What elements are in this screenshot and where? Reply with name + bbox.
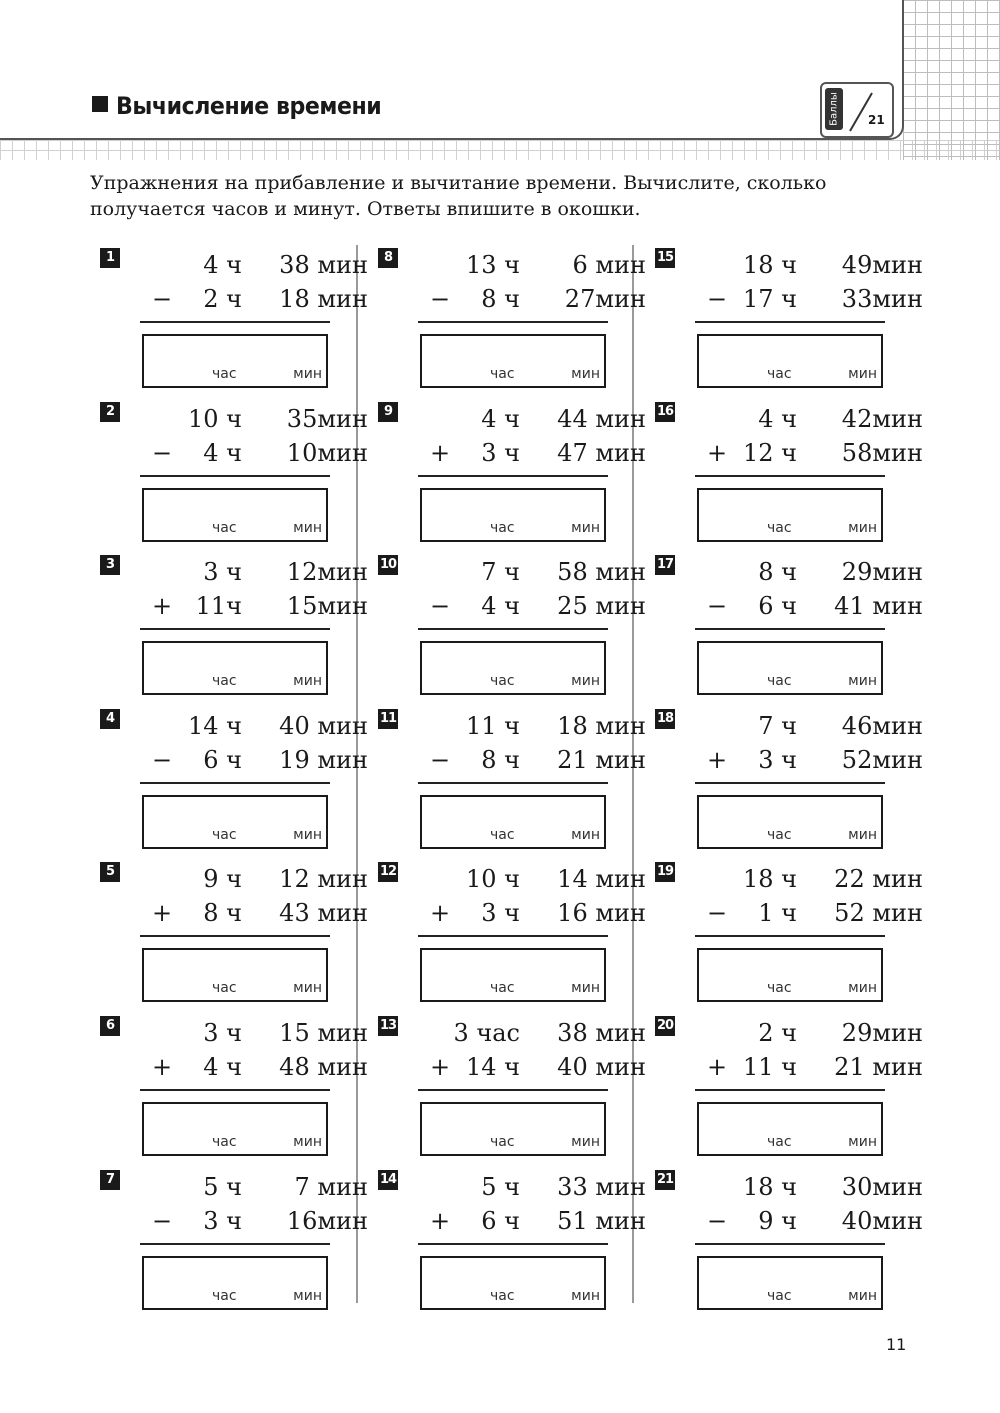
score-label-badge [825,88,843,130]
problem-number: 21 [655,1170,675,1190]
answer-hours-label: час [490,520,515,536]
hours-value: 11 ч [465,712,520,740]
answer-box[interactable] [697,795,883,849]
operand-row [408,1053,648,1085]
problem-number: 8 [378,248,398,268]
answer-minutes-label: мин [848,366,877,382]
answer-hours-label: час [767,980,792,996]
operator: + [430,1207,451,1235]
hours-value: 9 ч [758,1207,797,1235]
answer-box[interactable] [142,948,328,1002]
answer-minutes-label: мин [293,366,322,382]
hours-value: 7 ч [481,558,520,586]
result-line [140,321,330,323]
minutes-value: 33мин [841,285,923,313]
problem-13 [378,1016,648,1166]
operand-row [408,285,648,317]
minutes-value: 41 мин [834,592,923,620]
operator: + [152,1053,173,1081]
hours-value: 14 ч [465,1053,520,1081]
title-square-icon [92,96,108,112]
minutes-value: 43 мин [279,899,368,927]
minutes-value: 22 мин [834,865,923,893]
operator: − [152,285,173,313]
answer-hours-label: час [212,366,237,382]
operator: + [152,592,173,620]
problem-3 [100,555,370,705]
hours-value: 8 ч [203,899,242,927]
minuend-row [685,1019,925,1051]
result-line [140,1089,330,1091]
hours-value: 17 ч [742,285,797,313]
minutes-value: 38 мин [279,251,368,279]
answer-hours-label: час [212,520,237,536]
minutes-value: 10мин [286,439,368,467]
answer-box[interactable] [420,488,606,542]
minuend-row [685,558,925,590]
problem-number: 15 [655,248,675,268]
hours-value: 3 ч [203,1019,242,1047]
hours-value: 6 ч [481,1207,520,1235]
result-line [695,321,885,323]
answer-box[interactable] [142,334,328,388]
grid-decoration [903,0,1000,160]
answer-minutes-label: мин [293,980,322,996]
operator: + [430,439,451,467]
operator: − [707,285,728,313]
answer-box[interactable] [697,1256,883,1310]
hours-value: 5 ч [203,1173,242,1201]
minutes-value: 27мин [564,285,646,313]
minutes-value: 49мин [841,251,923,279]
problem-7 [100,1170,370,1320]
minuend-row [685,712,925,744]
answer-box[interactable] [420,1102,606,1156]
answer-hours-label: час [490,673,515,689]
hours-value: 10 ч [187,405,242,433]
hours-value: 8 ч [758,558,797,586]
minutes-value: 7 мин [294,1173,368,1201]
answer-box[interactable] [697,334,883,388]
problem-5 [100,862,370,1012]
hours-value: 1 ч [758,899,797,927]
answer-box[interactable] [697,488,883,542]
minutes-value: 48 мин [279,1053,368,1081]
minutes-value: 40мин [841,1207,923,1235]
answer-minutes-label: мин [571,1134,600,1150]
hours-value: 3 ч [481,899,520,927]
result-line [140,935,330,937]
minuend-row [130,1019,370,1051]
minuend-row [685,251,925,283]
answer-box[interactable] [142,488,328,542]
operand-row [408,899,648,931]
operand-row [685,746,925,778]
problem-21 [655,1170,925,1320]
answer-box[interactable] [142,795,328,849]
answer-minutes-label: мин [571,827,600,843]
operator: − [707,899,728,927]
answer-minutes-label: мин [571,520,600,536]
hours-value: 12 ч [742,439,797,467]
minuend-row [130,251,370,283]
hours-value: 3 ч [758,746,797,774]
problem-number: 3 [100,555,120,575]
problem-20 [655,1016,925,1166]
answer-box[interactable] [420,1256,606,1310]
problem-number: 14 [378,1170,398,1190]
grid-band [0,140,1000,160]
result-line [695,782,885,784]
answer-minutes-label: мин [848,1288,877,1304]
answer-box[interactable] [697,1102,883,1156]
minutes-value: 47 мин [557,439,646,467]
hours-value: 6 ч [203,746,242,774]
answer-minutes-label: мин [848,827,877,843]
result-line [418,475,608,477]
hours-value: 5 ч [481,1173,520,1201]
hours-value: 18 ч [742,1173,797,1201]
operator: + [707,1053,728,1081]
problem-6 [100,1016,370,1166]
answer-box[interactable] [420,948,606,1002]
operand-row [685,592,925,624]
minuend-row [130,405,370,437]
problem-17 [655,555,925,705]
operator: + [707,746,728,774]
problem-1 [100,248,370,398]
hours-value: 4 ч [203,1053,242,1081]
answer-minutes-label: мин [571,980,600,996]
answer-minutes-label: мин [293,520,322,536]
answer-minutes-label: мин [848,520,877,536]
answer-box[interactable] [142,641,328,695]
answer-hours-label: час [212,673,237,689]
answer-minutes-label: мин [293,673,322,689]
hours-value: 4 ч [481,592,520,620]
minuend-row [408,1173,648,1205]
result-line [418,628,608,630]
result-line [418,321,608,323]
answer-hours-label: час [212,827,237,843]
answer-hours-label: час [767,673,792,689]
problem-9 [378,402,648,552]
minutes-value: 52мин [841,746,923,774]
answer-minutes-label: мин [293,827,322,843]
minutes-value: 14 мин [557,865,646,893]
result-line [418,1243,608,1245]
hours-value: 9 ч [203,865,242,893]
minuend-row [408,405,648,437]
hours-value: 3 ч [203,558,242,586]
hours-value: 4 ч [758,405,797,433]
answer-hours-label: час [490,1288,515,1304]
operator: − [152,746,173,774]
result-line [140,628,330,630]
answer-hours-label: час [767,1288,792,1304]
operand-row [685,1053,925,1085]
operand-row [130,1053,370,1085]
problem-16 [655,402,925,552]
answer-box[interactable] [142,1102,328,1156]
operand-row [685,285,925,317]
minutes-value: 25 мин [557,592,646,620]
minutes-value: 15мин [286,592,368,620]
minutes-value: 30мин [841,1173,923,1201]
operand-row [130,746,370,778]
minutes-value: 29мин [841,558,923,586]
hours-value: 13 ч [465,251,520,279]
operand-row [408,439,648,471]
minutes-value: 38 мин [557,1019,646,1047]
minuend-row [408,1019,648,1051]
answer-hours-label: час [767,827,792,843]
problem-number: 10 [378,555,398,575]
hours-value: 7 ч [758,712,797,740]
minutes-value: 18 мин [279,285,368,313]
operand-row [685,439,925,471]
minutes-value: 19 мин [279,746,368,774]
minutes-value: 21 мин [834,1053,923,1081]
answer-minutes-label: мин [848,673,877,689]
minutes-value: 18 мин [557,712,646,740]
minutes-value: 16мин [286,1207,368,1235]
hours-value: 6 ч [758,592,797,620]
answer-minutes-label: мин [571,1288,600,1304]
minutes-value: 16 мин [557,899,646,927]
answer-minutes-label: мин [571,673,600,689]
answer-box[interactable] [420,334,606,388]
operand-row [130,439,370,471]
result-line [140,1243,330,1245]
problem-12 [378,862,648,1012]
minuend-row [130,1173,370,1205]
operator: − [430,592,451,620]
operator: − [430,746,451,774]
answer-hours-label: час [767,1134,792,1150]
minuend-row [408,865,648,897]
score-total: 21 [868,113,885,127]
problem-14 [378,1170,648,1320]
minuend-row [408,251,648,283]
answer-hours-label: час [767,366,792,382]
operator: − [707,592,728,620]
problem-11 [378,709,648,859]
minutes-value: 44 мин [557,405,646,433]
answer-hours-label: час [490,1134,515,1150]
answer-box[interactable] [420,795,606,849]
problem-number: 18 [655,709,675,729]
answer-minutes-label: мин [571,366,600,382]
operator: + [707,439,728,467]
result-line [695,628,885,630]
answer-box[interactable] [697,641,883,695]
result-line [418,1089,608,1091]
operator: − [152,1207,173,1235]
operator: + [152,899,173,927]
answer-minutes-label: мин [293,1134,322,1150]
hours-value: 3 ч [203,1207,242,1235]
problem-number: 16 [655,402,675,422]
minutes-value: 58мин [841,439,923,467]
result-line [140,475,330,477]
problem-8 [378,248,648,398]
minutes-value: 29мин [841,1019,923,1047]
operand-row [130,1207,370,1239]
operator: − [430,285,451,313]
answer-hours-label: час [490,366,515,382]
answer-hours-label: час [212,1134,237,1150]
minutes-value: 12 мин [279,865,368,893]
hours-value: 11 ч [742,1053,797,1081]
problem-number: 12 [378,862,398,882]
hours-value: 11ч [195,592,242,620]
problem-number: 11 [378,709,398,729]
hours-value: 3 ч [481,439,520,467]
operator: − [152,439,173,467]
hours-value: 8 ч [481,746,520,774]
result-line [695,1089,885,1091]
operand-row [408,592,648,624]
problem-number: 7 [100,1170,120,1190]
hours-value: 8 ч [481,285,520,313]
operand-row [130,592,370,624]
minutes-value: 46мин [841,712,923,740]
minuend-row [130,558,370,590]
minutes-value: 35мин [286,405,368,433]
minutes-value: 42мин [841,405,923,433]
answer-hours-label: час [490,980,515,996]
result-line [140,782,330,784]
answer-box[interactable] [142,1256,328,1310]
problem-number: 2 [100,402,120,422]
answer-minutes-label: мин [293,1288,322,1304]
minuend-row [130,712,370,744]
minutes-value: 58 мин [557,558,646,586]
minuend-row [685,405,925,437]
result-line [695,475,885,477]
answer-minutes-label: мин [848,980,877,996]
hours-value: 2 ч [758,1019,797,1047]
result-line [418,782,608,784]
answer-hours-label: час [490,827,515,843]
minutes-value: 51 мин [557,1207,646,1235]
minuend-row [130,865,370,897]
problem-number: 17 [655,555,675,575]
problem-number: 13 [378,1016,398,1036]
operand-row [130,899,370,931]
page-title: Вычисление времени [116,92,382,120]
minutes-value: 40 мин [279,712,368,740]
minutes-value: 12мин [286,558,368,586]
minuend-row [685,1173,925,1205]
problem-4 [100,709,370,859]
minutes-value: 52 мин [834,899,923,927]
problem-number: 1 [100,248,120,268]
operand-row [408,1207,648,1239]
minutes-value: 6 мин [572,251,646,279]
problem-10 [378,555,648,705]
minutes-value: 33 мин [557,1173,646,1201]
operand-row [685,899,925,931]
operand-row [130,285,370,317]
minuend-row [408,558,648,590]
problem-number: 6 [100,1016,120,1036]
hours-value: 3 час [453,1019,520,1047]
answer-box[interactable] [697,948,883,1002]
operator: − [707,1207,728,1235]
result-line [695,935,885,937]
score-label: Баллы [828,92,840,126]
minutes-value: 15 мин [279,1019,368,1047]
instructions: Упражнения на прибавление и вычитание времени. Вычислите, сколько получается часов и минут. Ответы впишите в окошки. [90,172,827,220]
answer-hours-label: час [212,1288,237,1304]
problem-number: 20 [655,1016,675,1036]
minutes-value: 40 мин [557,1053,646,1081]
result-line [418,935,608,937]
hours-value: 18 ч [742,251,797,279]
operator: + [430,899,451,927]
hours-value: 14 ч [187,712,242,740]
answer-hours-label: час [212,980,237,996]
answer-box[interactable] [420,641,606,695]
problem-number: 19 [655,862,675,882]
problem-number: 5 [100,862,120,882]
hours-value: 4 ч [203,251,242,279]
minuend-row [408,712,648,744]
answer-minutes-label: мин [848,1134,877,1150]
minuend-row [685,865,925,897]
hours-value: 4 ч [481,405,520,433]
minutes-value: 21 мин [557,746,646,774]
problem-18 [655,709,925,859]
hours-value: 4 ч [203,439,242,467]
operand-row [408,746,648,778]
result-line [695,1243,885,1245]
hours-value: 2 ч [203,285,242,313]
problem-number: 4 [100,709,120,729]
operator: + [430,1053,451,1081]
problem-15 [655,248,925,398]
problem-19 [655,862,925,1012]
score-box [820,82,894,138]
hours-value: 10 ч [465,865,520,893]
operand-row [685,1207,925,1239]
problem-number: 9 [378,402,398,422]
problem-2 [100,402,370,552]
page-number: 11 [886,1335,907,1354]
hours-value: 18 ч [742,865,797,893]
answer-hours-label: час [767,520,792,536]
